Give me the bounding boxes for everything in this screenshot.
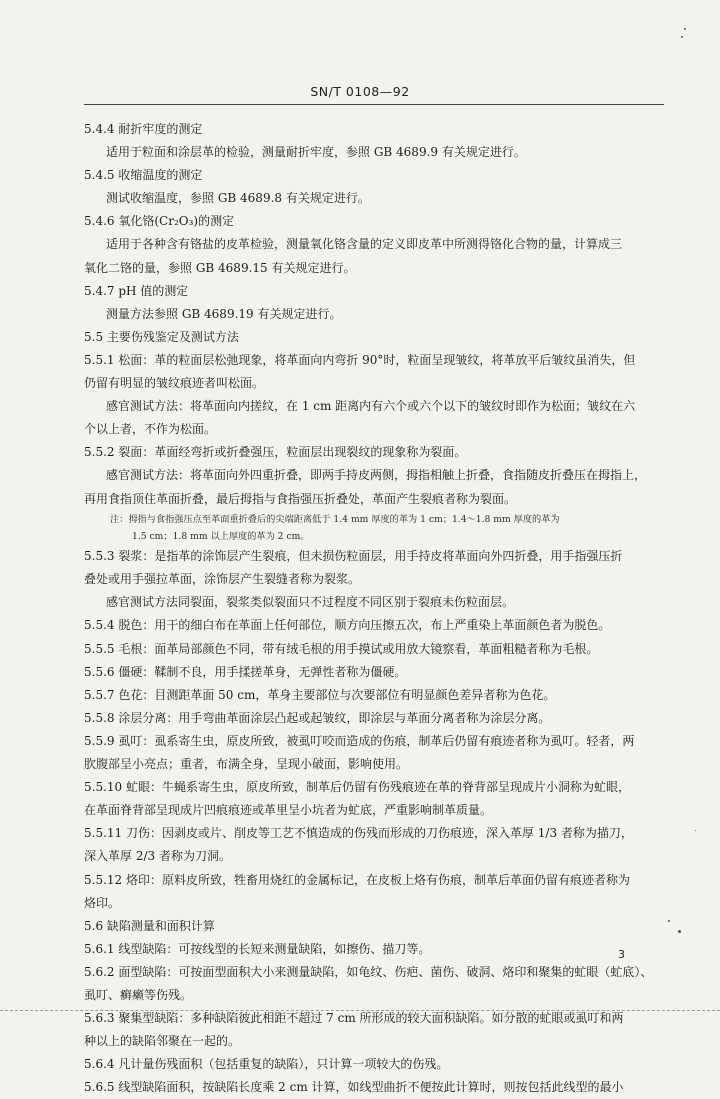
text-line: 5.6.5 线型缺陷面积，按缺陷长度乘 2 cm 计算，如线型曲折不便按此计算时，则按包括此线型的最小 [84, 1080, 624, 1095]
scan-speck [681, 36, 683, 38]
text-line: 5.4.4 耐折牢度的测定 [84, 122, 203, 136]
text-line: 5.4.7 pH 值的测定 [84, 283, 189, 298]
text-line: 适用于各种含有铬盐的皮革检验，测量氧化铬含量的定义即皮革中所测得铬化合物的量，计算成三 [106, 237, 623, 252]
text-line: 测量方法参照 GB 4689.19 有关规定进行。 [106, 306, 342, 321]
text-line: 虱叮、癣癞等伤残。 [84, 987, 193, 1002]
text-line: 个以上者，不作为松面。 [84, 422, 217, 437]
scan-speck [668, 920, 670, 922]
text-line: 5.6 缺陷测量和面积计算 [84, 918, 215, 933]
text-line: 5.5.3 裂浆：是指革的涂饰层产生裂痕，但未损伤粒面层，用手持皮将革面向外四折叠，用手指强压折 [84, 549, 623, 564]
text-line: 感官测试方法同裂面，裂浆类似裂面只不过程度不同区别于裂痕未伤粒面层。 [106, 595, 515, 610]
document-body [84, 118, 662, 1099]
scan-speck [695, 830, 696, 831]
text-line: 5.4.6 氧化铬(Cr₂O₃)的测定 [84, 214, 235, 229]
text-line: 5.5.5 毛根：面革局部颜色不同，带有绒毛根的用手摸试或用放大镜察看，革面粗糙者称为毛根。 [84, 641, 599, 656]
text-line: 5.5.9 虱叮：虱系寄生虫，原皮所致，被虱叮咬而造成的伤痕，制革后仍留有痕迹者称为虱叮。轻者，两 [84, 733, 635, 748]
text-line: 5.6.4 凡计量伤残面积（包括重复的缺陷），只计算一项较大的伤残。 [84, 1057, 449, 1072]
scan-speck [678, 930, 681, 933]
text-line: 种以上的缺陷邻聚在一起的。 [84, 1034, 241, 1049]
text-line: 5.5 主要伤残鉴定及测试方法 [84, 329, 239, 344]
text-line: 5.6.3 聚集型缺陷：多种缺陷彼此相距不超过 7 cm 所形成的较大面积缺陷。如分散的虻眼或虱叮和两 [84, 1011, 624, 1026]
text-line: 仍留有明显的皱纹痕迹者叫松面。 [84, 376, 265, 391]
text-line: 烙印。 [84, 895, 121, 910]
text-line: 5.5.10 虻眼：牛蝇系寄生虫，原皮所致，制革后仍留有伤残痕迹在革的脊背部呈现成片小洞称为虻眼， [84, 780, 630, 795]
note-line: 注：拇指与食指强压点至革面重折叠后的尖端距离低于 1.4 mm 厚度的革为 1 cm；1.4～1.8 mm 厚度的革为 [110, 513, 560, 525]
text-line: 再用食指顶住革面折叠，最后拇指与食指强压折叠处，革面产生裂痕者称为裂面。 [84, 491, 517, 506]
text-line: 氧化二铬的量，参照 GB 4689.15 有关规定进行。 [84, 260, 356, 275]
text-line: 5.5.4 脱色：用干的细白布在革面上任何部位，顺方向压擦五次，布上严重染上革面颜色者为脱色。 [84, 618, 611, 633]
text-line: 感官测试方法：将革面向内搓纹，在 1 cm 距离内有六个或六个以下的皱纹时即作为松面；皱纹在六 [106, 399, 636, 414]
text-line: 感官测试方法：将革面向外四重折叠，即两手持皮两侧，拇指相触上折叠，食指随皮折叠压在拇指上， [106, 468, 647, 483]
page-header: SN/T 0108—92 [310, 84, 410, 99]
page-edge-line [0, 1010, 720, 1011]
text-line: 5.5.7 色花：目测距革面 50 cm，革身主要部位与次要部位有明显颜色差异者称为色花。 [84, 687, 556, 702]
text-line: 5.5.8 涂层分离：用手弯曲革面涂层凸起或起皱纹，即涂层与革面分离者称为涂层分离。 [84, 710, 551, 725]
text-line: 5.5.2 裂面：革面经弯折或折叠强压，粒面层出现裂纹的现象称为裂面。 [84, 445, 467, 460]
text-line: 在革面脊背部呈现成片凹痕痕迹或革里呈小坑者为虻底，严重影响制革质量。 [84, 803, 493, 818]
header-rule [84, 104, 664, 105]
text-line: 适用于粒面和涂层革的检验，测量耐折牢度，参照 GB 4689.9 有关规定进行。 [106, 145, 526, 160]
text-line: 肷腹部呈小亮点；重者，布满全身，呈现小破面，影响使用。 [84, 757, 409, 772]
scan-speck [684, 28, 686, 30]
text-line: 叠处或用手强拉革面，涂饰层产生裂缝者称为裂浆。 [84, 572, 361, 587]
text-line: 5.6.2 面型缺陷：可按面型面积大小来测量缺陷，如龟纹、伤疤、菌伤、破洞、烙印和聚集的虻眼（虻底）、 [84, 964, 653, 979]
text-line: 5.5.11 刀伤：因剥皮或片、削皮等工艺不慎造成的伤残而形成的刀伤痕迹，深入革厚 1/3 者称为描刀， [84, 826, 633, 841]
text-line: 测试收缩温度，参照 GB 4689.8 有关规定进行。 [106, 191, 370, 206]
text-line: 5.5.6 僵硬：鞣制不良，用手揉搓革身，无弹性者称为僵硬。 [84, 664, 407, 679]
text-line: 5.4.5 收缩温度的测定 [84, 168, 203, 183]
page-number: 3 [618, 948, 625, 961]
text-line: 深入革厚 2/3 者称为刀洞。 [84, 849, 231, 864]
note-line: 1.5 cm；1.8 mm 以上厚度的革为 2 cm。 [132, 530, 310, 542]
text-line: 5.6.1 线型缺陷：可按线型的长短来测量缺陷，如擦伤、描刀等。 [84, 941, 431, 956]
text-line: 5.5.12 烙印：原料皮所致，牲畜用烧红的金属标记，在皮板上烙有伤痕，制革后革面仍留有痕迹者称为 [84, 872, 630, 887]
text-line: 5.5.1 松面：革的粒面层松弛现象，将革面向内弯折 90°时，粒面呈现皱纹，将革放平后皱纹虽消失，但 [84, 352, 636, 367]
